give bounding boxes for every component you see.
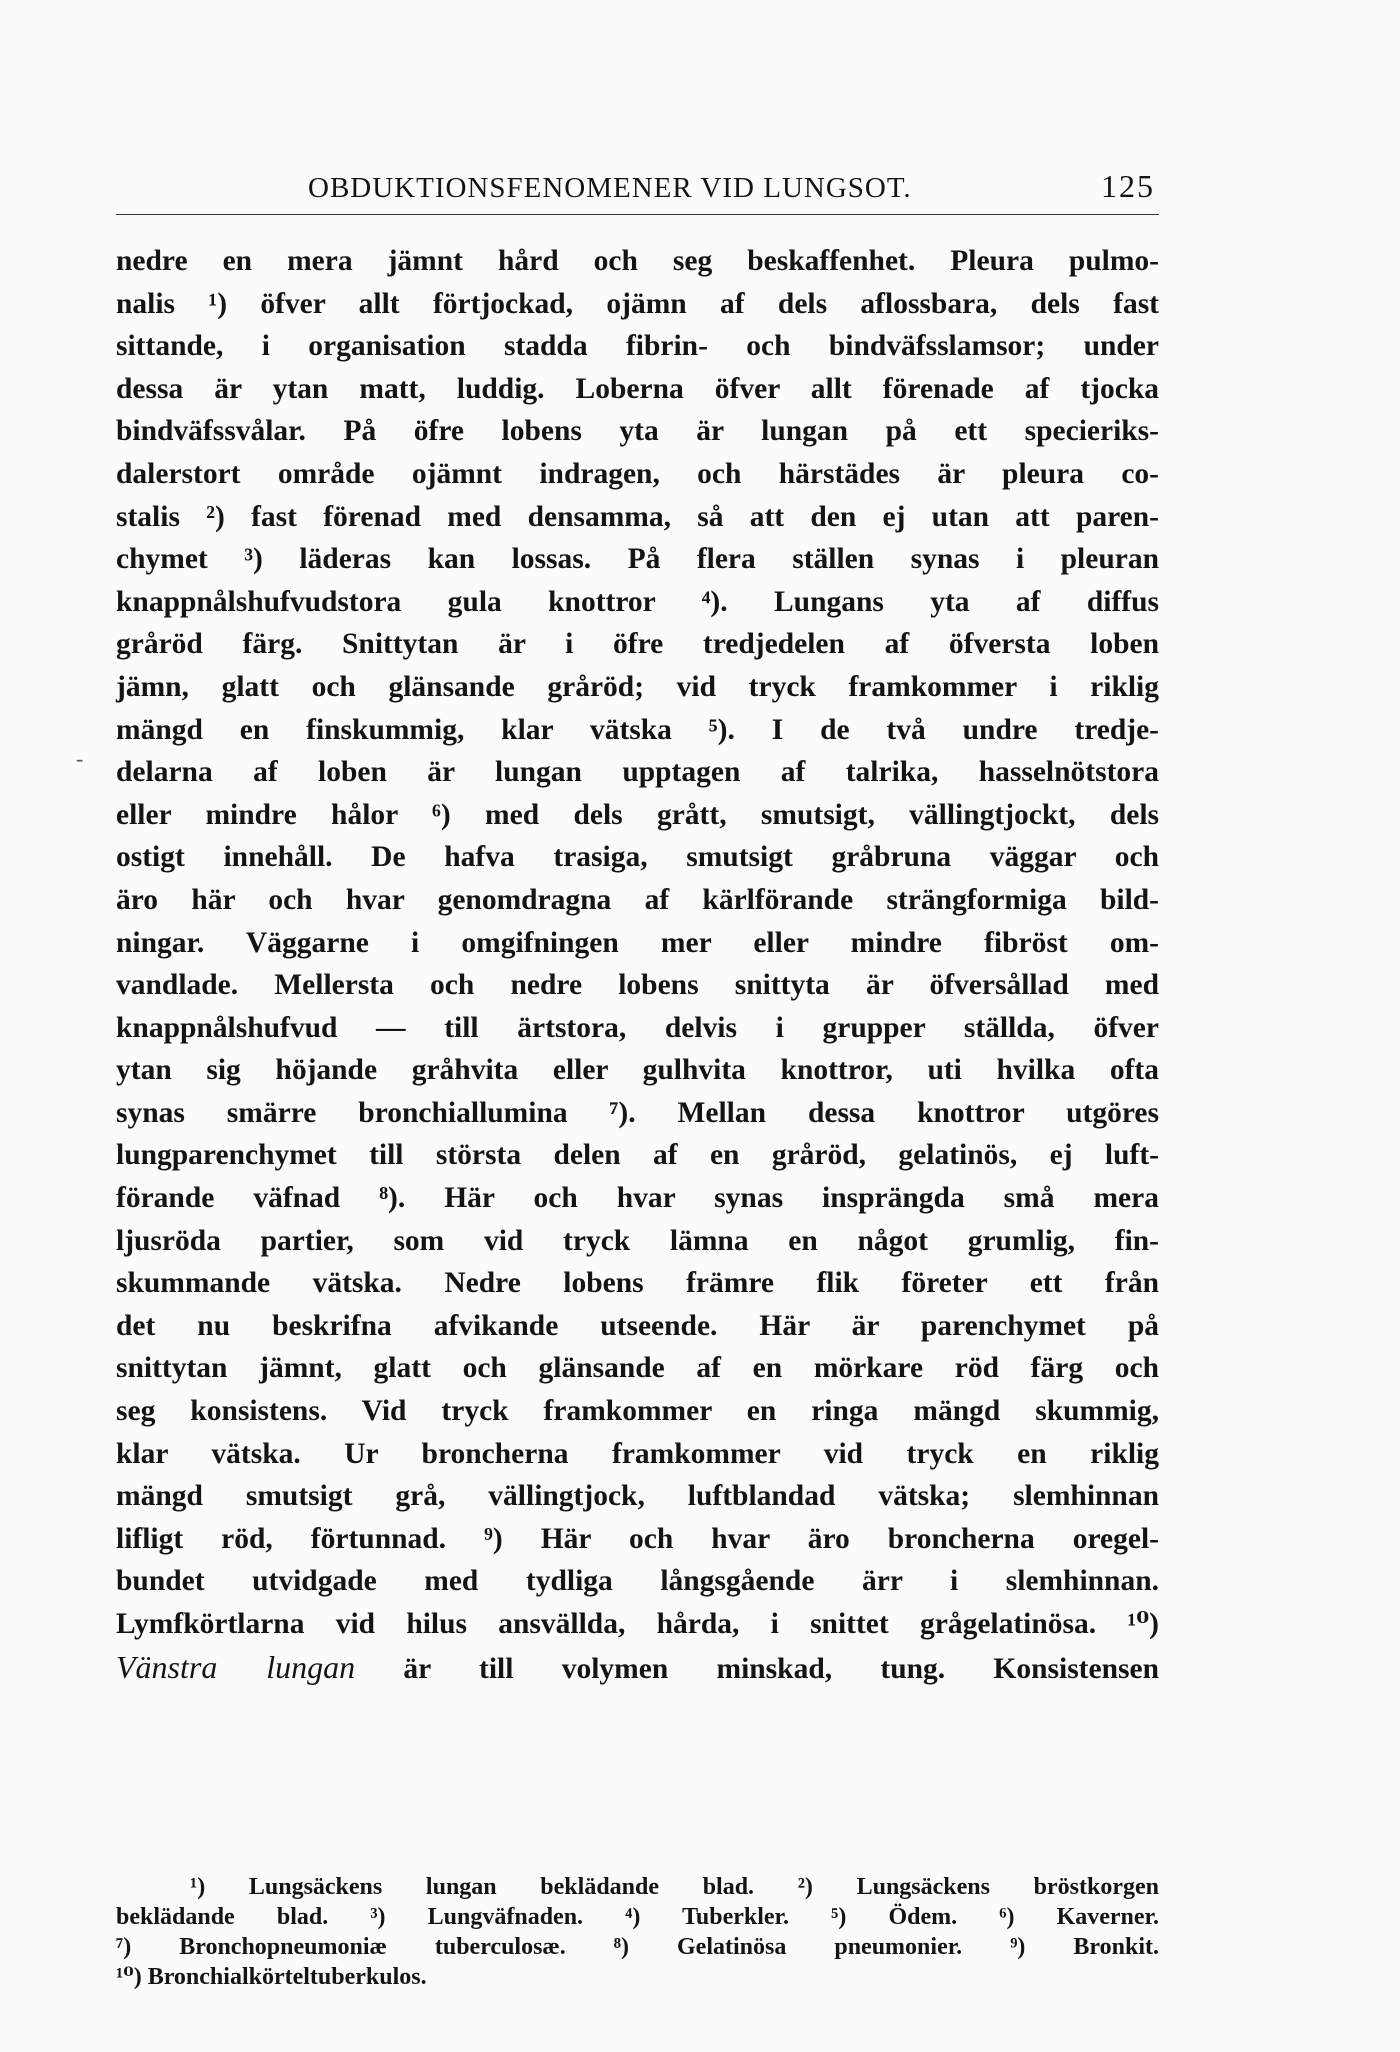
- text-line: det nu beskrifna afvikande utseende. Här är parenchymet på: [116, 1309, 1159, 1342]
- body-text: [116, 240, 1159, 1688]
- running-title: OBDUKTIONSFENOMENER VID LUNGSOT.: [308, 172, 912, 204]
- text-line: dessa är ytan matt, luddig. Loberna öfver allt förenade af tjocka: [116, 372, 1159, 405]
- text-line: knappnålshufvud — till ärtstora, delvis i grupper ställda, öfver: [116, 1011, 1159, 1044]
- text-line: nalis ¹) öfver allt förtjockad, ojämn af dels aflossbara, dels fast: [116, 287, 1159, 320]
- footnote-line: ¹) Lungsäckens lungan beklädande blad. ²) Lungsäckens bröstkorgen: [190, 1874, 1159, 1900]
- text-line: delarna af loben är lungan upptagen af talrika, hasselnötstora: [116, 756, 1159, 789]
- text-line: dalerstort område ojämnt indragen, och härstädes är pleura co-: [116, 457, 1159, 490]
- text-line: lungparenchymet till största delen af en gråröd, gelatinös, ej luft-: [116, 1139, 1159, 1172]
- footnote-line: ⁷) Bronchopneumoniæ tuberculosæ. ⁸) Gelatinösa pneumonier. ⁹) Bronkit.: [116, 1934, 1159, 1960]
- italic-heading: Vänstra lungan: [116, 1648, 356, 1685]
- text-line: jämn, glatt och glänsande gråröd; vid tryck framkommer i riklig: [116, 670, 1159, 703]
- text-line: klar vätska. Ur broncherna framkommer vid tryck en riklig: [116, 1437, 1159, 1470]
- text-line: bundet utvidgade med tydliga långsgående ärr i slemhinnan.: [116, 1565, 1159, 1598]
- footnote-line: beklädande blad. ³) Lungväfnaden. ⁴) Tuberkler. ⁵) Ödem. ⁶) Kaverner.: [116, 1904, 1159, 1930]
- text-line: snittytan jämnt, glatt och glänsande af en mörkare röd färg och: [116, 1352, 1159, 1385]
- text-line: ningar. Väggarne i omgifningen mer eller mindre fibröst om-: [116, 926, 1159, 959]
- text-line: stalis ²) fast förenad med densamma, så att den ej utan att paren-: [116, 500, 1159, 533]
- text-line: nedre en mera jämnt hård och seg beskaffenhet. Pleura pulmo-: [116, 245, 1159, 277]
- text-line: skummande vätska. Nedre lobens främre flik företer ett från: [116, 1267, 1159, 1300]
- text-line: lifligt röd, förtunnad. ⁹) Här och hvar äro broncherna oregel-: [116, 1522, 1159, 1555]
- text-line: sittande, i organisation stadda fibrin- och bindväfsslamsor; under: [116, 330, 1159, 363]
- margin-mark: -: [76, 746, 84, 771]
- footnotes: [116, 1872, 1159, 1992]
- text-line: seg konsistens. Vid tryck framkommer en ringa mängd skummig,: [116, 1395, 1159, 1428]
- text-line: vandlade. Mellersta och nedre lobens snittyta är öfversållad med: [116, 969, 1159, 1002]
- text-line: ostigt innehåll. De hafva trasiga, smutsigt gråbruna väggar och: [116, 841, 1159, 874]
- text-line: gråröd färg. Snittytan är i öfre tredjedelen af öfversta loben: [116, 628, 1159, 661]
- text-line: knappnålshufvudstora gula knottror ⁴). Lungans yta af diffus: [116, 585, 1159, 618]
- last-line-rest: är till volymen minskad, tung. Konsistensen: [355, 1652, 1159, 1685]
- text-line: mängd en finskummig, klar vätska ⁵). I de två undre tredje-: [116, 713, 1159, 746]
- footnote-line: ¹⁰) Bronchialkörteltuberkulos.: [116, 1964, 427, 1990]
- text-line: eller mindre hålor ⁶) med dels grått, smutsigt, vällingtjockt, dels: [116, 798, 1159, 831]
- running-header: [116, 168, 1159, 215]
- text-line: mängd smutsigt grå, vällingtjock, luftblandad vätska; slemhinnan: [116, 1480, 1159, 1513]
- page-number: 125: [1101, 168, 1155, 204]
- text-line: chymet ³) läderas kan lossas. På flera ställen synas i pleuran: [116, 543, 1159, 576]
- text-line-last: [116, 1646, 1159, 1689]
- text-line: synas smärre bronchiallumina ⁷). Mellan dessa knottror utgöres: [116, 1096, 1159, 1129]
- text-line: Lymfkörtlarna vid hilus ansvällda, hårda, i snittet grågelatinösa. ¹⁰): [116, 1608, 1159, 1640]
- text-line: äro här och hvar genomdragna af kärlförande strängformiga bild-: [116, 883, 1159, 916]
- text-line: ytan sig höjande gråhvita eller gulhvita knottror, uti hvilka ofta: [116, 1054, 1159, 1087]
- text-line: bindväfssvålar. På öfre lobens yta är lungan på ett specieriks-: [116, 415, 1159, 448]
- text-line: förande väfnad ⁸). Här och hvar synas insprängda små mera: [116, 1182, 1159, 1215]
- text-line: ljusröda partier, som vid tryck lämna en något grumlig, fin-: [116, 1224, 1159, 1257]
